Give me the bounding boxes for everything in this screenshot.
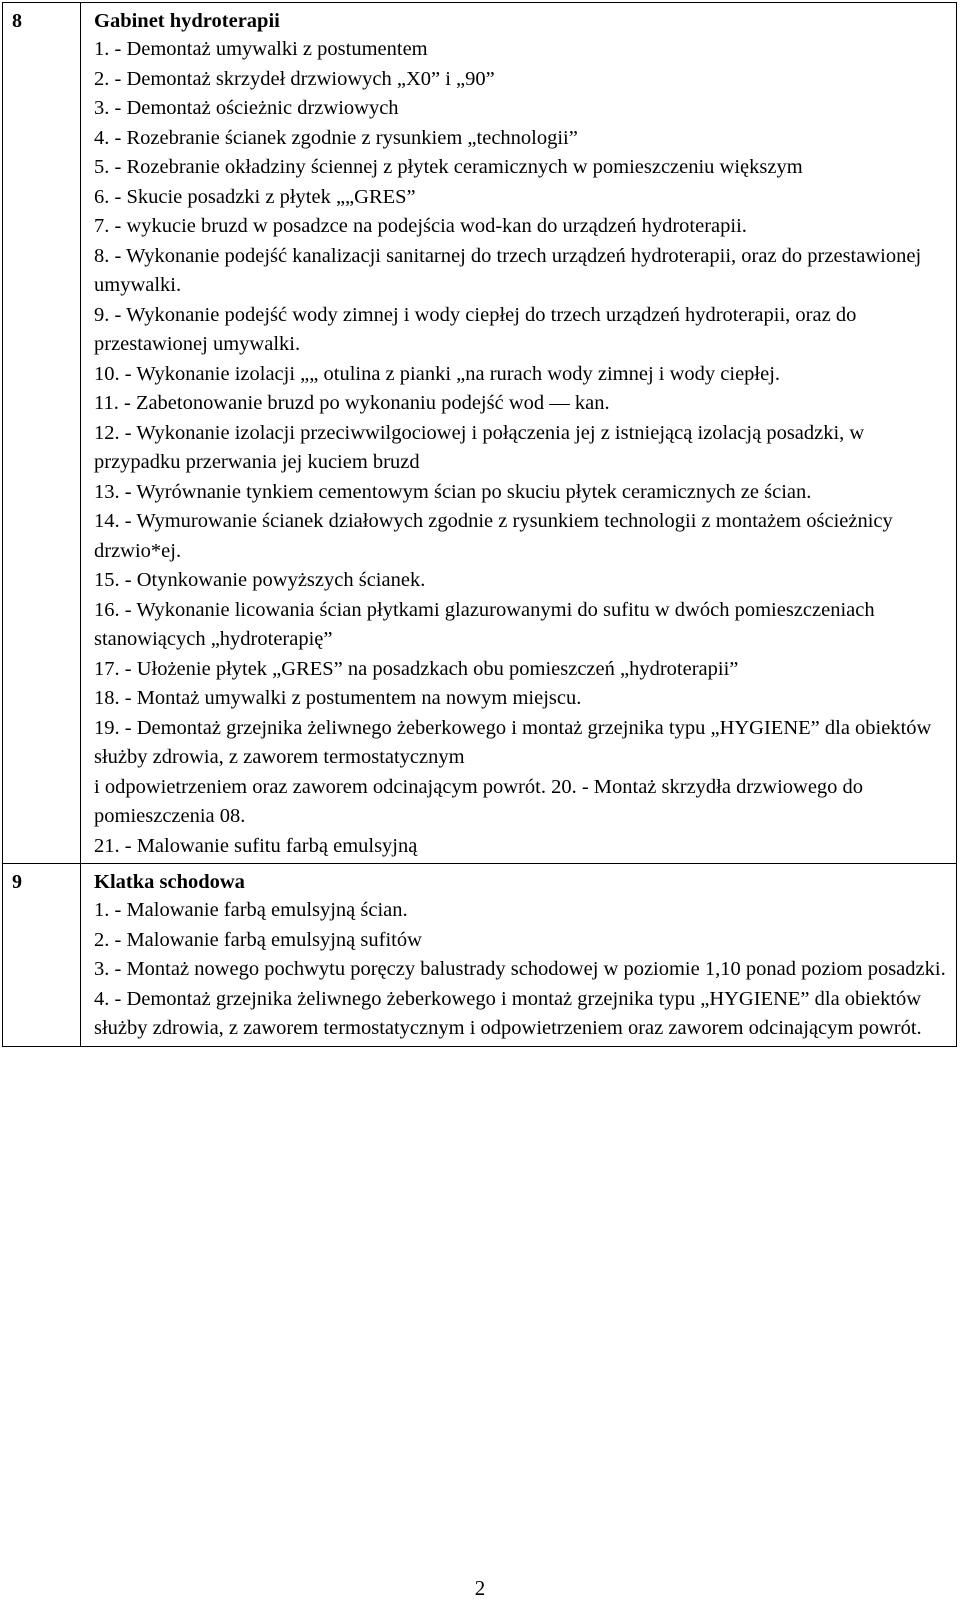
work-item: 6. - Skucie posadzki z płytek „„GRES”	[94, 185, 416, 208]
work-item: 12. - Wykonanie izolacji przeciwwilgociowej i połączenia jej z istniejącą izolacją posadzki, w przypadku przerwania jej kuciem bruzd	[94, 421, 865, 473]
work-item: 2. - Demontaż skrzydeł drzwiowych „X0” i „90”	[94, 67, 495, 90]
work-item: 17. - Ułożenie płytek „GRES” na posadzkach obu pomieszczeń „hydroterapii”	[94, 657, 739, 680]
work-item: 16. - Wykonanie licowania ścian płytkami glazurowanymi do sufitu w dwóch pomieszczeniach stanowiących „hydroterapię”	[94, 598, 875, 650]
work-item: 19. - Demontaż grzejnika żeliwnego żeberkowego i montaż grzejnika typu „HYGIENE” dla obiektów służby zdrowia, z zaworem termostatycznym	[94, 716, 932, 768]
scope-of-work-table	[2, 2, 957, 1047]
section-content	[81, 864, 957, 1047]
section-number: 8	[3, 3, 81, 864]
work-item: 1. - Demontaż umywalki z postumentem	[94, 38, 428, 60]
work-item: 2. - Malowanie farbą emulsyjną sufitów	[94, 928, 422, 951]
work-item: 3. - Demontaż ościeżnic drzwiowych	[94, 97, 399, 119]
work-item: 1. - Malowanie farbą emulsyjną ścian.	[94, 899, 408, 921]
section-title: Gabinet hydroterapii	[94, 10, 280, 32]
work-item: 7. - wykucie bruzd w posadzce na podejścia wod-kan do urządzeń hydroterapii.	[94, 215, 747, 237]
work-item: 9. - Wykonanie podejść wody zimnej i wody ciepłej do trzech urządzeń hydroterapii, oraz do przestawionej umywalki.	[94, 303, 857, 355]
work-item: 21. - Malowanie sufitu farbą emulsyjną	[94, 834, 418, 857]
table-body	[3, 3, 957, 1047]
work-item: 18. - Montaż umywalki z postumentem na nowym miejscu.	[94, 687, 582, 709]
work-item: 4. - Rozebranie ścianek zgodnie z rysunkiem „technologii”	[94, 126, 578, 149]
section-row	[3, 864, 957, 1047]
work-item: 11. - Zabetonowanie bruzd po wykonaniu podejść wod — kan.	[94, 392, 610, 414]
work-item: 10. - Wykonanie izolacji „„ otulina z pianki „na rurach wody zimnej i wody ciepłej.	[94, 362, 781, 385]
work-item: 5. - Rozebranie okładziny ściennej z płytek ceramicznych w pomieszczeniu większym	[94, 156, 803, 178]
work-item: 14. - Wymurowanie ścianek działowych zgodnie z rysunkiem technologii z montażem ościeżnicy drzwio*ej.	[94, 510, 893, 562]
work-item: 4. - Demontaż grzejnika żeliwnego żeberkowego i montaż grzejnika typu „HYGIENE” dla obiektów służby zdrowia, z zaworem termostatycznym i odpowietrzeniem oraz zaworem odcinającym powrót.	[94, 987, 922, 1039]
section-title: Klatka schodowa	[94, 871, 245, 893]
work-item: 3. - Montaż nowego pochwytu poręczy balustrady schodowej w poziomie 1,10 ponad poziom posadzki.	[94, 958, 946, 980]
section-row	[3, 3, 957, 864]
work-item: 13. - Wyrównanie tynkiem cementowym ścian po skuciu płytek ceramicznych ze ścian.	[94, 480, 812, 503]
page-number: 2	[474, 1576, 486, 1600]
work-item: i odpowietrzeniem oraz zaworem odcinającym powrót. 20. - Montaż skrzydła drzwiowego do pomieszczenia 08.	[94, 775, 864, 827]
section-number: 9	[3, 864, 81, 1047]
work-item: 8. - Wykonanie podejść kanalizacji sanitarnej do trzech urządzeń hydroterapii, oraz do przestawionej umywalki.	[94, 244, 922, 296]
section-content	[81, 3, 957, 864]
work-item: 15. - Otynkowanie powyższych ścianek.	[94, 569, 426, 591]
